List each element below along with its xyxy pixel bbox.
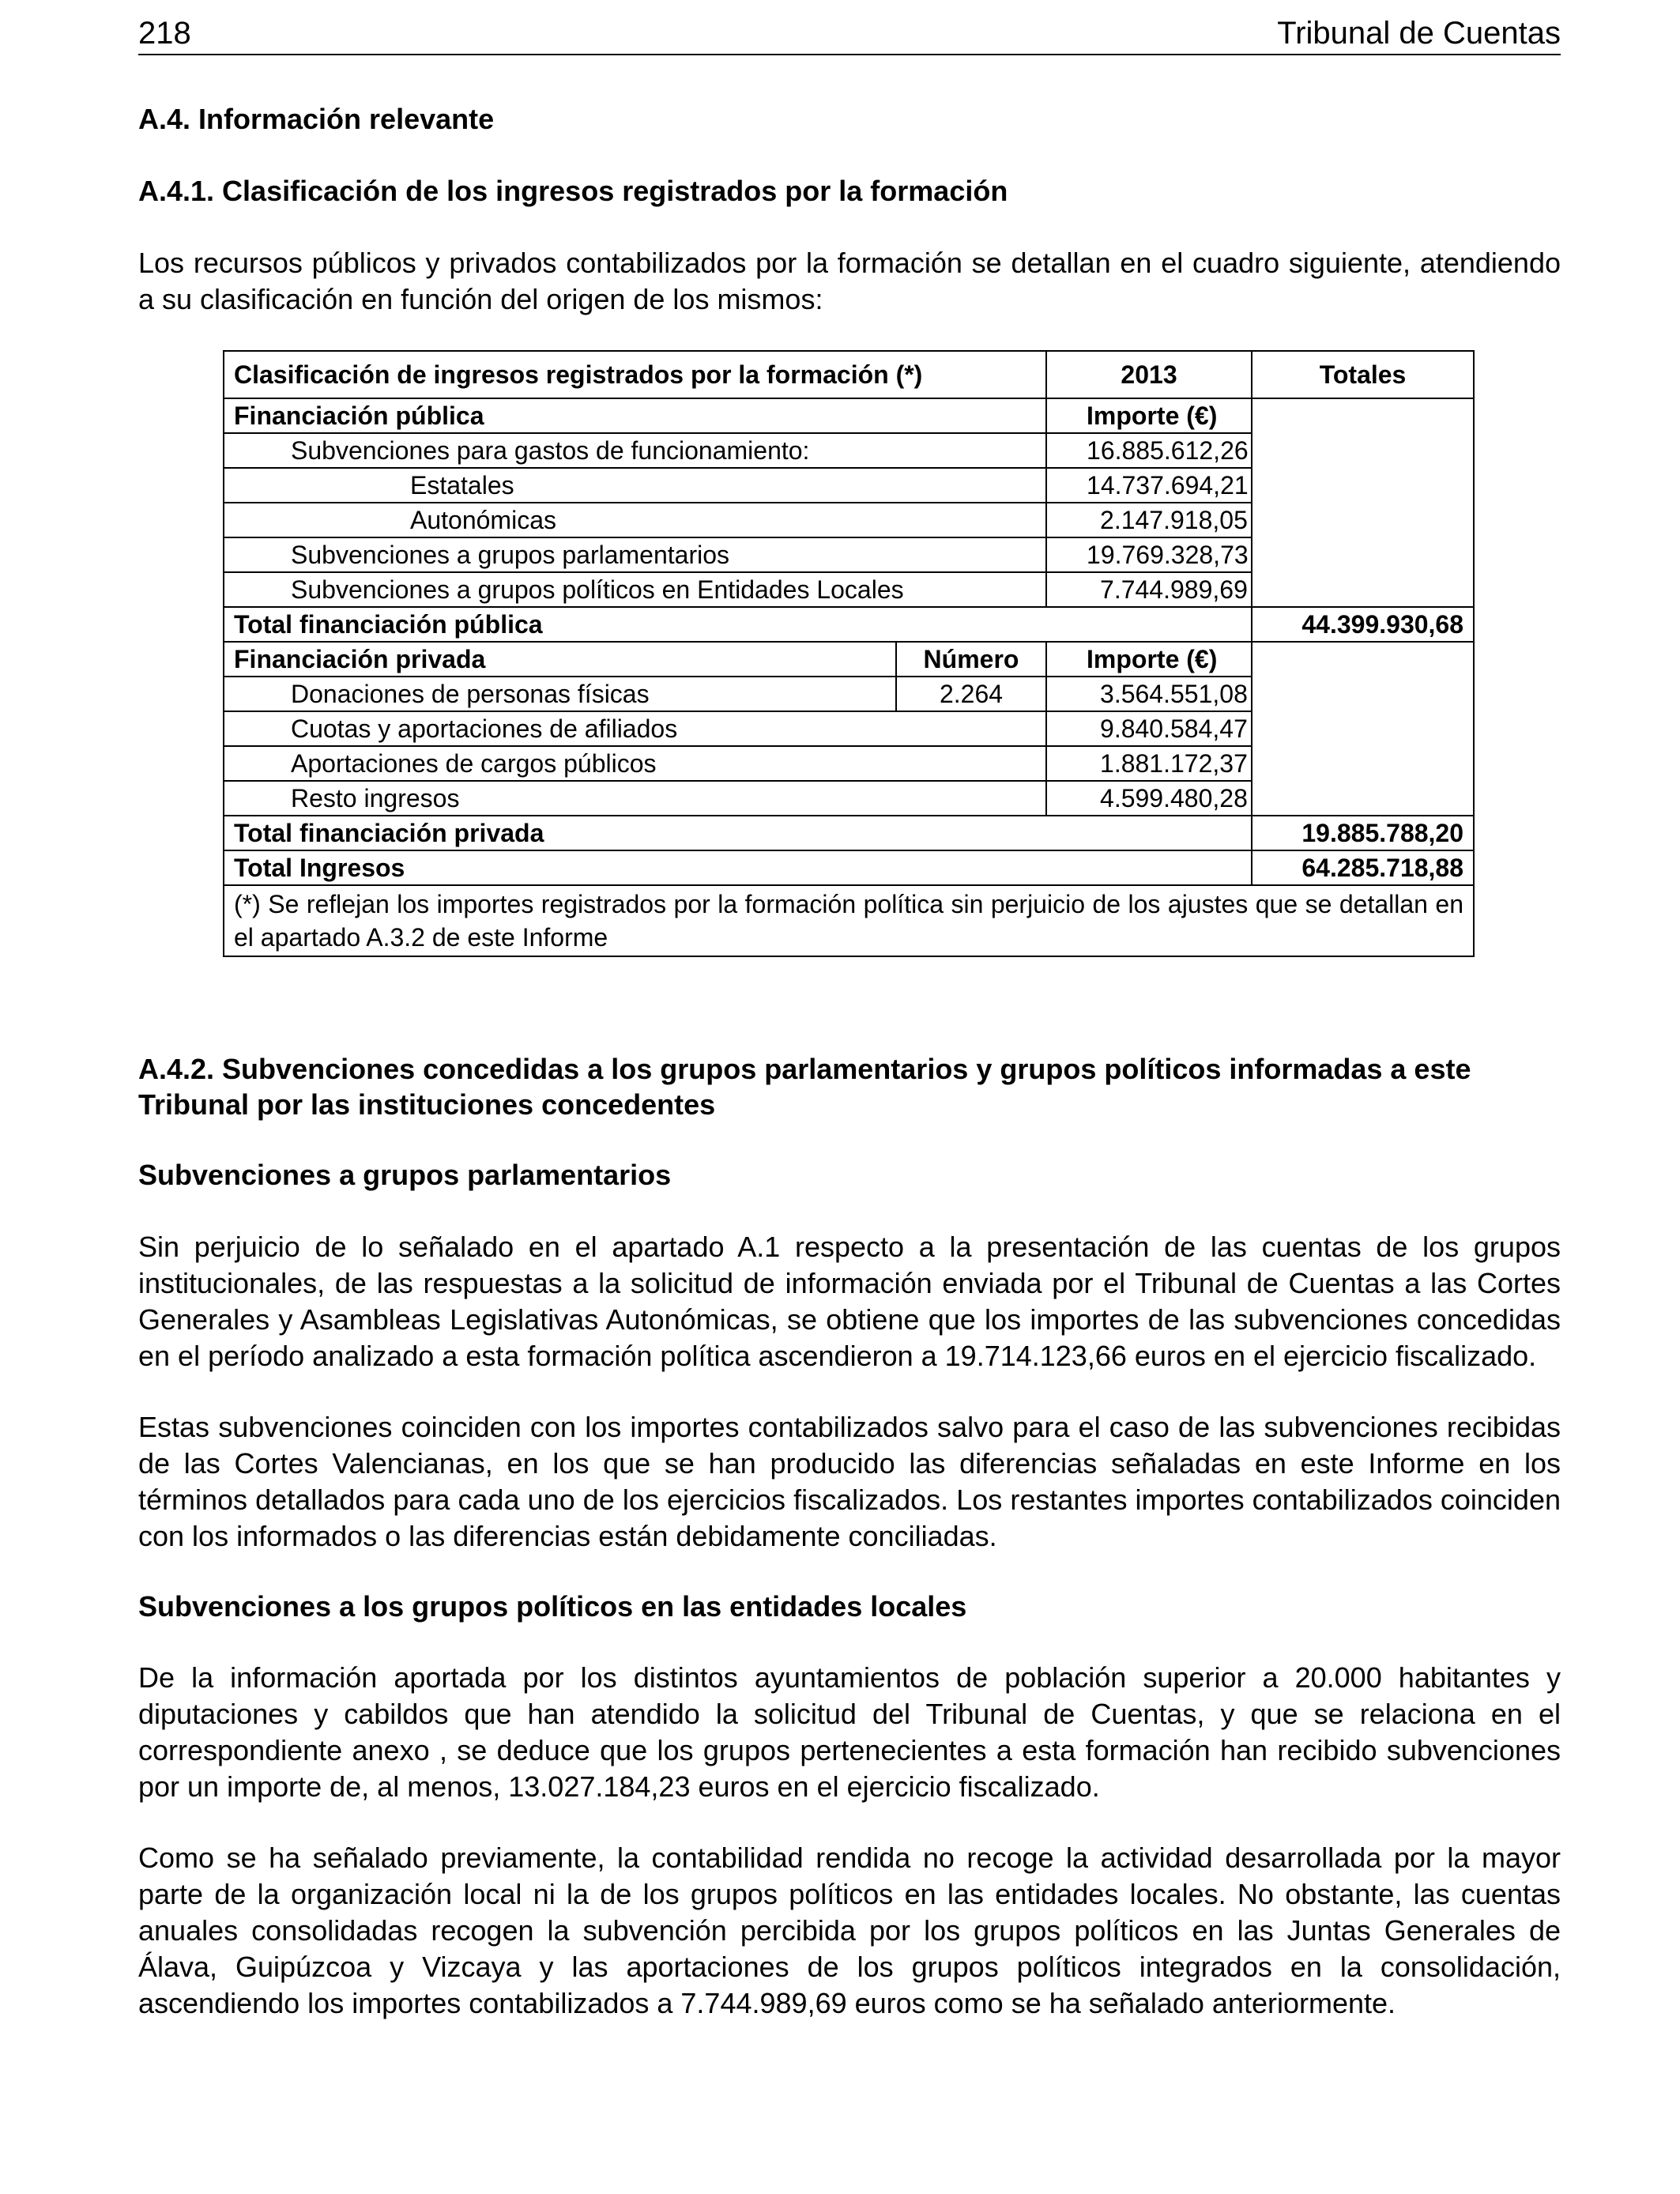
empty-cell bbox=[1252, 468, 1474, 503]
table-row bbox=[224, 398, 1474, 433]
table-note-row bbox=[224, 885, 1474, 956]
private-total-label: Total financiación privada bbox=[224, 816, 1252, 850]
section-heading-a41: A.4.1. Clasificación de los ingresos registrados por la formación bbox=[138, 175, 1008, 207]
section-heading-a4: A.4. Información relevante bbox=[138, 103, 495, 135]
empty-cell bbox=[1252, 503, 1474, 537]
paragraph-local-2: Como se ha señalado previamente, la contabilidad rendida no recoge la actividad desarrollada por la mayor parte de la organización local ni la de los grupos políticos en las entidades locales. No obstante, las cuentas anuales consolidadas recogen la subvención percibida por los grupos políticos en las Juntas Generales de Álava, Guipúzcoa y Vizcaya y las aportaciones de los grupos políticos integrados en la consolidación, ascendiendo los importes contabilizados a 7.744.989,69 euros como se ha señalado anteriormente. bbox=[138, 1842, 1561, 2019]
private-importe-label: Importe (€) bbox=[1046, 642, 1252, 677]
header-classification: Clasificación de ingresos registrados por la formación (*) bbox=[224, 351, 1046, 398]
page-header bbox=[138, 14, 1561, 55]
row-label: Subvenciones para gastos de funcionamiento: bbox=[224, 433, 1046, 468]
public-importe-label: Importe (€) bbox=[1046, 398, 1252, 433]
row-value: 16.885.612,26 bbox=[1046, 433, 1252, 468]
income-classification-table bbox=[223, 350, 1475, 957]
row-value: 14.737.694,21 bbox=[1046, 468, 1252, 503]
total-income-label: Total Ingresos bbox=[224, 850, 1252, 885]
header-totals: Totales bbox=[1252, 351, 1474, 398]
row-value: 3.564.551,08 bbox=[1046, 677, 1252, 711]
page-number: 218 bbox=[138, 16, 191, 51]
row-value: 19.769.328,73 bbox=[1046, 537, 1252, 572]
empty-cell bbox=[1252, 433, 1474, 468]
paragraph-parliamentary-2: Estas subvenciones coinciden con los importes contabilizados salvo para el caso de las subvenciones recibidas de las Cortes Valencianas, en los que se han producido las diferencias señaladas en este Informe en los términos detallados para cada uno de los ejercicios fiscalizados. Los restantes importes contabilizados coinciden con los informados o las diferencias están debidamente conciliadas. bbox=[138, 1411, 1561, 1552]
row-number: 2.264 bbox=[896, 677, 1046, 711]
table-row bbox=[224, 572, 1474, 607]
empty-cell bbox=[1252, 677, 1474, 711]
table-row bbox=[224, 677, 1474, 711]
empty-cell bbox=[1252, 746, 1474, 781]
subheading-parliamentary: Subvenciones a grupos parlamentarios bbox=[138, 1159, 672, 1191]
table-row bbox=[224, 816, 1474, 850]
table-row bbox=[224, 746, 1474, 781]
table-row bbox=[224, 642, 1474, 677]
header-year: 2013 bbox=[1046, 351, 1252, 398]
total-income-value: 64.285.718,88 bbox=[1252, 850, 1474, 885]
header-title: Tribunal de Cuentas bbox=[1277, 16, 1561, 51]
row-label: Subvenciones a grupos parlamentarios bbox=[224, 537, 1046, 572]
empty-cell bbox=[1252, 572, 1474, 607]
row-value: 1.881.172,37 bbox=[1046, 746, 1252, 781]
row-value: 4.599.480,28 bbox=[1046, 781, 1252, 816]
private-numero-label: Número bbox=[896, 642, 1046, 677]
table-row bbox=[224, 607, 1474, 642]
row-label: Cuotas y aportaciones de afiliados bbox=[224, 711, 1046, 746]
public-total-value: 44.399.930,68 bbox=[1252, 607, 1474, 642]
row-value: 9.840.584,47 bbox=[1046, 711, 1252, 746]
public-financing-label: Financiación pública bbox=[224, 398, 1046, 433]
empty-cell bbox=[1252, 537, 1474, 572]
empty-cell bbox=[1252, 711, 1474, 746]
paragraph-parliamentary-1: Sin perjuicio de lo señalado en el apartado A.1 respecto a la presentación de las cuentas de los grupos institucionales, de las respuestas a la solicitud de información enviada por el Tribunal de Cuentas a las Cortes Generales y Asambleas Legislativas Autonómicas, se obtiene que los importes de las subvenciones concedidas en el período analizado a esta formación política ascendieron a 19.714.123,66 euros en el ejercicio fiscalizado. bbox=[138, 1231, 1561, 1372]
table-row bbox=[224, 781, 1474, 816]
subheading-local-entities: Subvenciones a los grupos políticos en las entidades locales bbox=[138, 1590, 967, 1623]
row-label: Resto ingresos bbox=[224, 781, 1046, 816]
public-total-label: Total financiación pública bbox=[224, 607, 1252, 642]
row-label: Autonómicas bbox=[224, 503, 1046, 537]
row-label: Subvenciones a grupos políticos en Entidades Locales bbox=[224, 572, 1046, 607]
row-label: Estatales bbox=[224, 468, 1046, 503]
table-row bbox=[224, 468, 1474, 503]
private-financing-label: Financiación privada bbox=[224, 642, 896, 677]
private-total-value: 19.885.788,20 bbox=[1252, 816, 1474, 850]
empty-cell bbox=[1252, 781, 1474, 816]
row-label: Aportaciones de cargos públicos bbox=[224, 746, 1046, 781]
table-row bbox=[224, 433, 1474, 468]
table-footnote: (*) Se reflejan los importes registrados por la formación política sin perjuicio de los ajustes que se detallan en el apartado A.3.2 de este Informe bbox=[224, 885, 1474, 956]
table-row bbox=[224, 850, 1474, 885]
table-header-row bbox=[224, 351, 1474, 398]
row-value: 7.744.989,69 bbox=[1046, 572, 1252, 607]
row-label: Donaciones de personas físicas bbox=[224, 677, 896, 711]
paragraph-local-1: De la información aportada por los distintos ayuntamientos de población superior a 20.000 habitantes y diputaciones y cabildos que han atendido la solicitud del Tribunal de Cuentas, y que se relaciona en el correspondiente anexo , se deduce que los grupos pertenecientes a esta formación han recibido subvenciones por un importe de, al menos, 13.027.184,23 euros en el ejercicio fiscalizado. bbox=[138, 1661, 1561, 1803]
table-row bbox=[224, 537, 1474, 572]
table-row bbox=[224, 711, 1474, 746]
table-row bbox=[224, 503, 1474, 537]
section-heading-a42: A.4.2. Subvenciones concedidas a los grupos parlamentarios y grupos políticos informadas a este Tribunal por las instituciones concedentes bbox=[138, 1053, 1471, 1121]
row-value: 2.147.918,05 bbox=[1046, 503, 1252, 537]
empty-cell bbox=[1252, 642, 1474, 677]
intro-paragraph: Los recursos públicos y privados contabilizados por la formación se detallan en el cuadro siguiente, atendiendo a su clasificación en función del origen de los mismos: bbox=[138, 247, 1561, 315]
empty-cell bbox=[1252, 398, 1474, 433]
